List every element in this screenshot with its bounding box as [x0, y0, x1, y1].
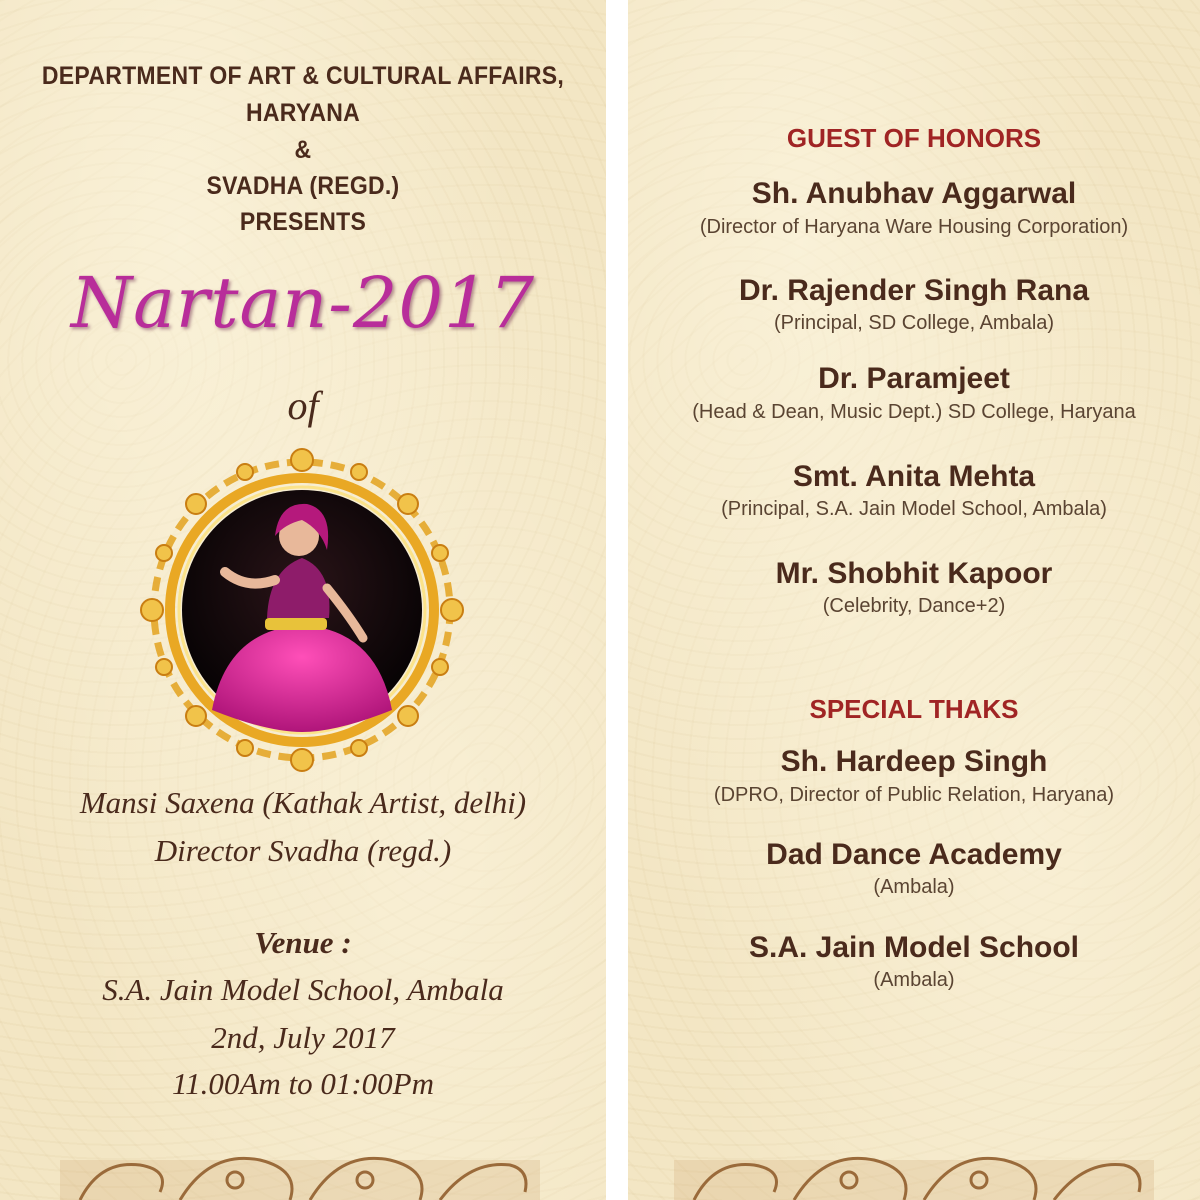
event-date: 2nd, July 2017 — [211, 1020, 395, 1055]
event-title: Nartan-2017 — [70, 262, 536, 344]
paisley-ornament-icon — [60, 1120, 540, 1200]
invitation-back-panel — [628, 0, 1200, 1200]
guest-role: (Celebrity, Dance+2) — [822, 595, 1006, 617]
event-time: 11.00Am to 01:00Pm — [171, 1066, 435, 1101]
of-label: of — [287, 383, 319, 428]
thanks-name: Dad Dance Academy — [766, 838, 1062, 871]
guest-name: Dr. Paramjeet — [818, 362, 1010, 395]
thanks-role: (Ambala) — [873, 876, 955, 898]
presenter-line-3: & — [294, 136, 312, 164]
guest-name: Sh. Anubhav Aggarwal — [751, 177, 1077, 210]
thanks-role: (Ambala) — [873, 969, 955, 991]
guest-name: Mr. Shobhit Kapoor — [775, 557, 1053, 590]
guest-role: (Director of Haryana Ware Housing Corporation) — [699, 216, 1129, 238]
artist-name: Mansi Saxena (Kathak Artist, delhi) — [79, 785, 527, 820]
thanks-heading: SPECIAL THAKS — [809, 694, 1019, 724]
artist-title: Director Svadha (regd.) — [154, 833, 452, 868]
presenter-line-1: DEPARTMENT OF ART & CULTURAL AFFAIRS, — [41, 62, 565, 90]
thanks-name: S.A. Jain Model School — [748, 931, 1080, 964]
guest-role: (Principal, SD College, Ambala) — [773, 312, 1055, 334]
presenter-line-5: PRESENTS — [239, 208, 367, 236]
guest-name: Smt. Anita Mehta — [792, 460, 1036, 493]
portrait-frame — [137, 440, 467, 780]
ornate-frame-icon — [137, 440, 467, 780]
guest-name: Dr. Rajender Singh Rana — [738, 274, 1090, 307]
thanks-name: Sh. Hardeep Singh — [780, 745, 1048, 778]
thanks-role: (DPRO, Director of Public Relation, Haryana) — [713, 784, 1115, 806]
guests-heading: GUEST OF HONORS — [786, 123, 1042, 153]
guest-role: (Head & Dean, Music Dept.) SD College, Haryana — [692, 401, 1136, 423]
paisley-ornament-icon — [674, 1120, 1154, 1200]
presenter-line-2: HARYANA — [246, 99, 360, 127]
panel-divider — [606, 0, 628, 1200]
guest-role: (Principal, S.A. Jain Model School, Ambala) — [721, 498, 1107, 520]
venue-label: Venue : — [254, 925, 352, 960]
venue-name: S.A. Jain Model School, Ambala — [102, 972, 504, 1007]
presenter-line-4: SVADHA (REGD.) — [206, 172, 400, 200]
